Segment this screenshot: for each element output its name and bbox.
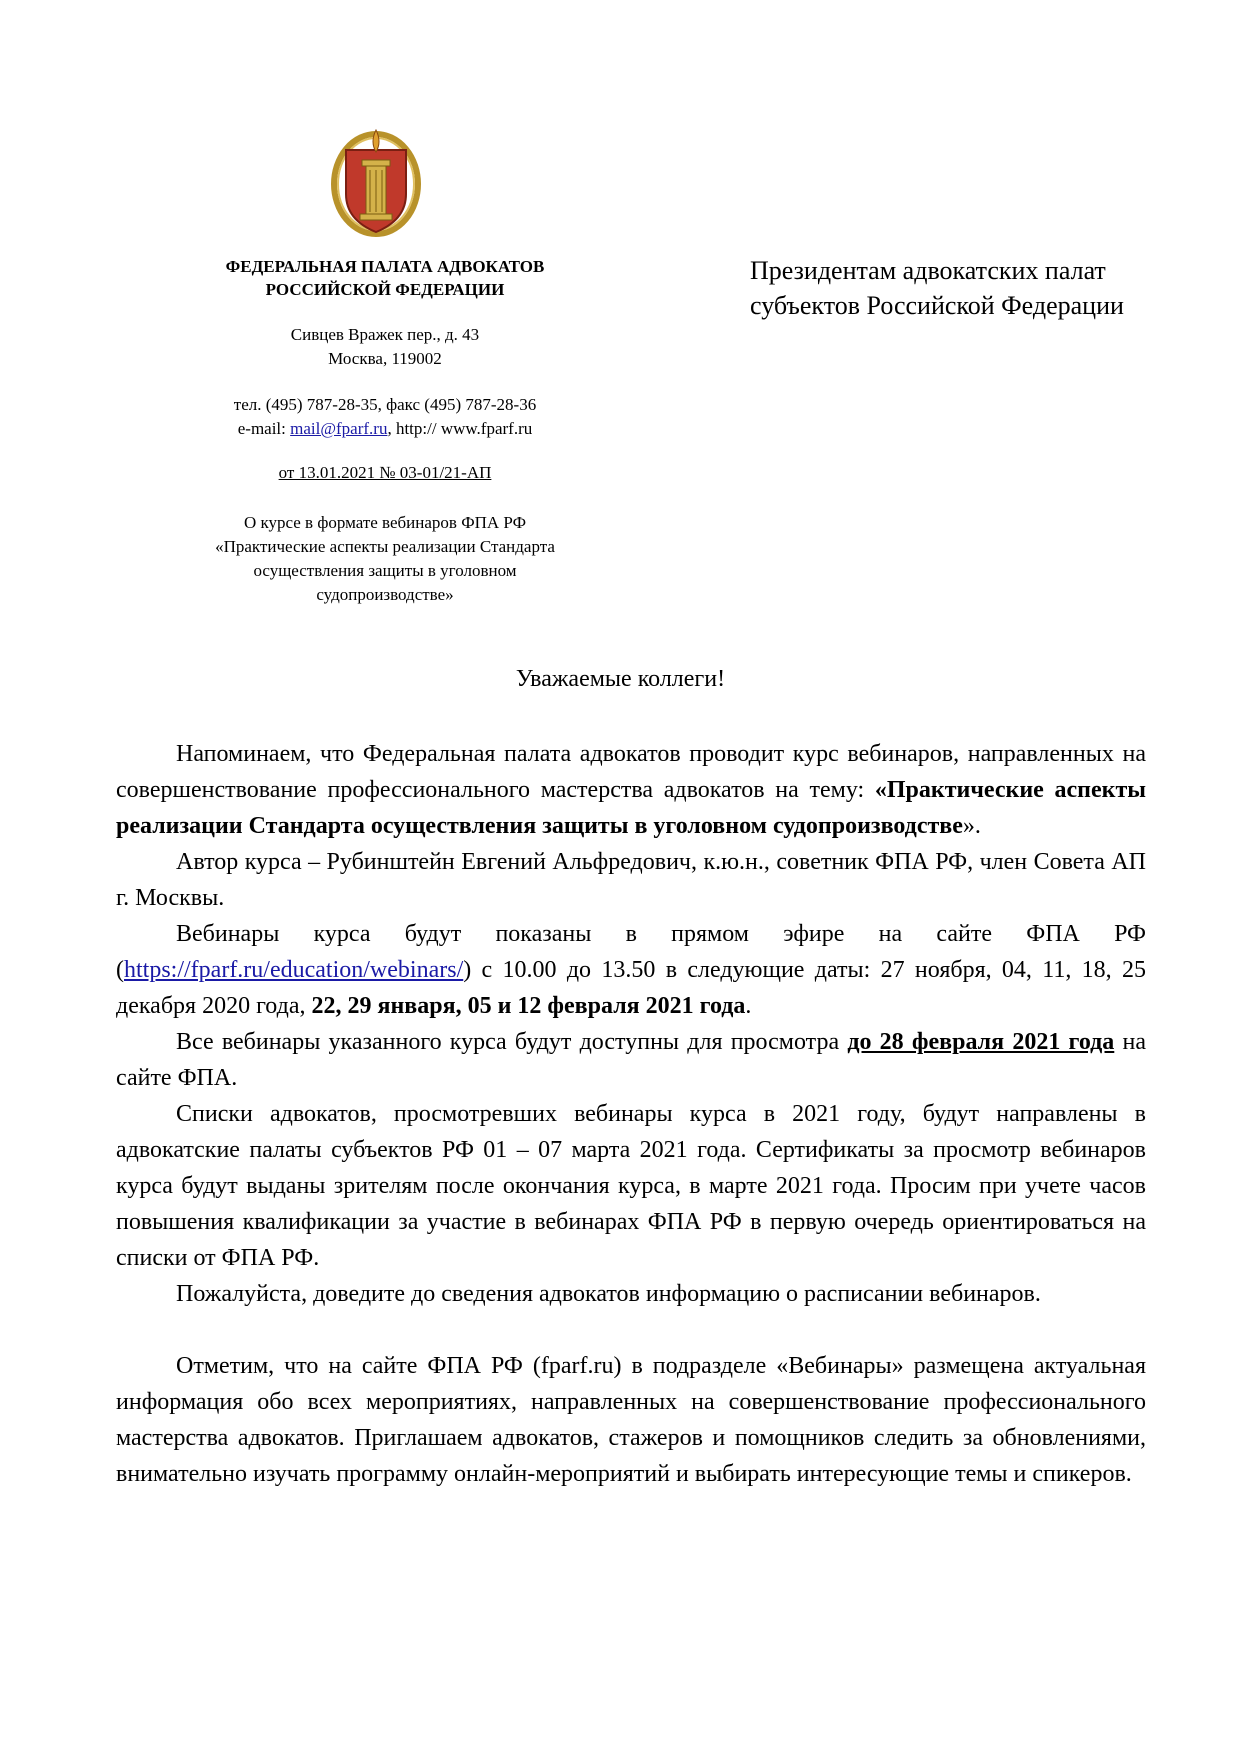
subject-line4: судопроизводстве»: [316, 585, 454, 604]
addressee-block: [750, 253, 1124, 323]
org-name-line1: ФЕДЕРАЛЬНАЯ ПАЛАТА АДВОКАТОВ: [225, 257, 545, 276]
address-line1: Сивцев Вражек пер., д. 43: [290, 325, 480, 344]
p1-text: Напоминаем, что Федеральная палата адвокатов проводит курс вебинаров, направленных на совершенствование профессионального мастерства адвокатов на тему:: [116, 741, 1146, 803]
fpa-emblem-icon: [330, 120, 422, 240]
deadline: до 28 февраля 2021 года: [847, 1029, 1115, 1055]
paragraph-gap: [116, 1312, 1146, 1348]
paragraph-2: Автор курса – Рубинштейн Евгений Альфредович, к.ю.н., советник ФПА РФ, член Совета АП г. Москвы.: [116, 849, 1146, 911]
p3-end: .: [745, 993, 752, 1019]
email-label: e-mail:: [237, 419, 291, 438]
paragraph-7: Отметим, что на сайте ФПА РФ (fparf.ru) в подразделе «Вебинары» размещена актуальная информация обо всех мероприятиях, направленных на совершенствование профессионального мастерства адвокатов. Приглашаем адвокатов, стажеров и помощников следить за обновлениями, внимательно изучать программу онлайн-мероприятий и выбирать интересующие темы и спикеров.: [116, 1353, 1146, 1487]
paragraph-3: [116, 916, 1146, 1024]
subject-line2: «Практические аспекты реализации Стандарта: [215, 537, 555, 556]
email-link[interactable]: mail@fparf.ru: [290, 419, 388, 438]
letter-body: [116, 736, 1146, 1492]
reference-number: от 13.01.2021 № 03-01/21-АП: [278, 463, 492, 482]
paragraph-4: [116, 1024, 1146, 1096]
p3-text-b: ) с 10.00 до 13.50 в следующие даты: 27 ноября, 04, 11, 18, 25 декабря 2020 года,: [116, 957, 1146, 1019]
paragraph-5: Списки адвокатов, просмотревших вебинары курса в 2021 году, будут направлены в адвокатские палаты субъектов РФ 01 – 07 марта 2021 года. Сертификаты за просмотр вебинаров курса будут выданы зрителям после окончания курса, в марте 2021 года. Просим при учете часов повышения квалификации за участие в вебинарах ФПА РФ в первую очередь ориентироваться на списки от ФПА РФ.: [116, 1101, 1146, 1271]
address-line2: Москва, 119002: [328, 349, 442, 368]
org-name-line2: РОССИЙСКОЙ ФЕДЕРАЦИИ: [265, 280, 505, 299]
paragraph-1: [116, 736, 1146, 844]
sender-block: [150, 255, 620, 607]
addressee-line1: Президентам адвокатских палат: [750, 256, 1106, 285]
website-text: , http:// www.fparf.ru: [387, 419, 533, 438]
subject-line1: О курсе в формате вебинаров ФПА РФ: [243, 513, 527, 532]
addressee-line2: субъектов Российской Федерации: [750, 291, 1124, 320]
course-title: «Практические аспекты реализации Стандарта осуществления защиты в уголовном судопроизводстве: [116, 777, 1146, 839]
dates-2021: 22, 29 января, 05 и 12 февраля 2021 года: [311, 993, 746, 1019]
p3-text: Вебинары курса будут показаны в прямом эфире на сайте ФПА РФ (: [116, 921, 1146, 983]
webinars-link[interactable]: https://fparf.ru/education/webinars/: [124, 957, 464, 983]
contact-line: [150, 417, 620, 441]
paragraph-6: Пожалуйста, доведите до сведения адвокатов информацию о расписании вебинаров.: [176, 1281, 1041, 1307]
p4-end: на сайте ФПА.: [116, 1029, 1146, 1091]
phone-line: тел. (495) 787-28-35, факс (495) 787-28-36: [233, 395, 537, 414]
p1-end: ».: [962, 813, 981, 839]
subject-line3: осуществления защиты в уголовном: [253, 561, 517, 580]
greeting: Уважаемые коллеги!: [515, 666, 726, 692]
p4-text: Все вебинары указанного курса будут доступны для просмотра: [176, 1029, 848, 1055]
